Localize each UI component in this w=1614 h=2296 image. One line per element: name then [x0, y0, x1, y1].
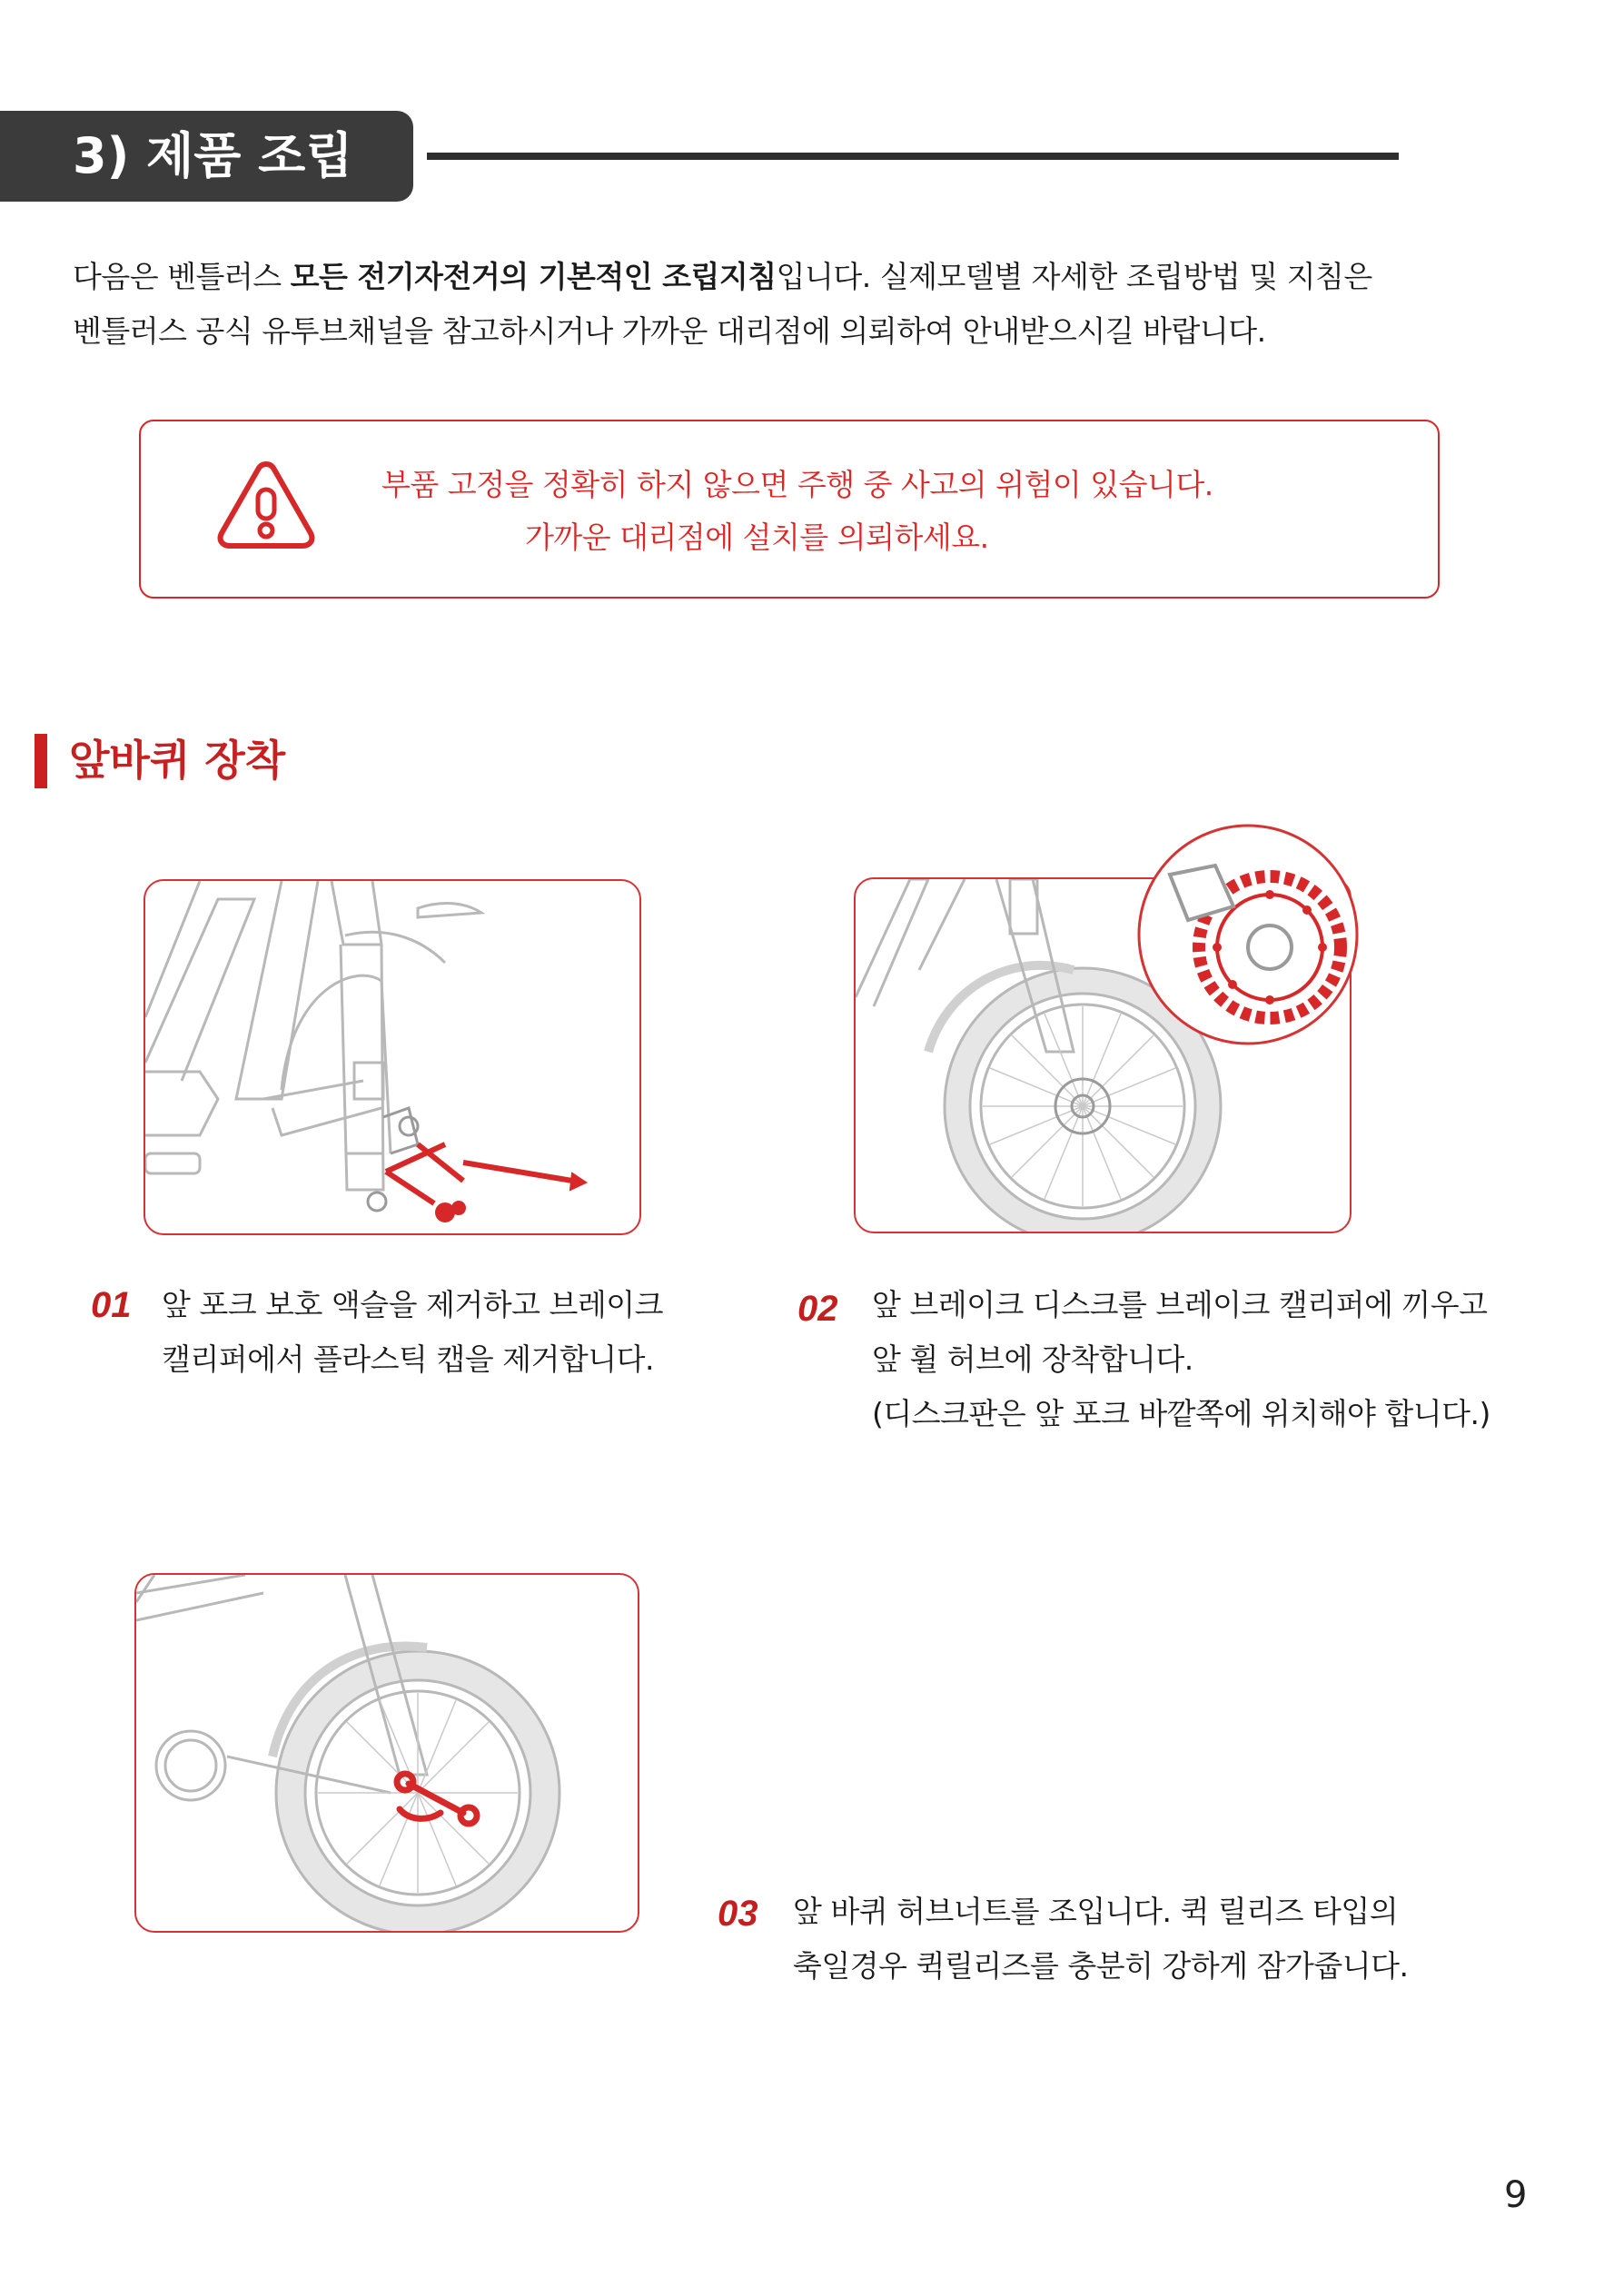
warning-box [139, 420, 1440, 599]
warning-line-2: 가까운 대리점에 설치를 의뢰하세요. [525, 520, 989, 555]
intro-line-2: 벤틀러스 공식 유투브채널을 참고하시거나 가까운 대리점에 의뢰하여 안내받으시길 바랍니다. [73, 313, 1266, 349]
section-title: 3) 제품 조립 [73, 127, 353, 184]
step-2-line-3: (디스크판은 앞 포크 바깥쪽에 위치해야 합니다.) [872, 1396, 1490, 1431]
intro-text-bold: 모든 전기자전거의 기본적인 조립지침 [290, 259, 777, 294]
warning-triangle-icon [216, 459, 316, 549]
step-3-line-1: 앞 바퀴 허브너트를 조입니다. 퀵 릴리즈 타입의 [793, 1894, 1399, 1929]
section-divider [427, 153, 1399, 160]
intro-line-1 [73, 256, 1372, 298]
figure-step-1 [144, 879, 641, 1235]
page-number: 9 [1504, 2174, 1528, 2216]
intro-text-pre: 다음은 벤틀러스 [73, 259, 291, 294]
step-number: 03 [718, 1894, 758, 1934]
step-2-line-2: 앞 휠 허브에 장착합니다. [872, 1341, 1193, 1377]
step-2-line-1: 앞 브레이크 디스크를 브레이크 캘리퍼에 끼우고 [872, 1287, 1488, 1322]
step-number: 01 [91, 1285, 132, 1325]
step-1-line-2: 캘리퍼에서 플라스틱 캡을 제거합니다. [162, 1341, 655, 1377]
hub-nut-wrench-illustration [136, 1575, 638, 1931]
fork-axle-illustration [145, 881, 639, 1233]
step-number: 02 [797, 1289, 838, 1329]
step-1-line-1: 앞 포크 보호 액슬을 제거하고 브레이크 [162, 1287, 663, 1322]
brake-disc-zoom-callout [1134, 820, 1362, 1049]
figure-step-3 [134, 1573, 639, 1933]
step-3-line-2: 축일경우 퀵릴리즈를 충분히 강하게 잠가줍니다. [793, 1948, 1409, 1984]
subsection-marker [35, 734, 47, 788]
intro-text-post: 입니다. 실제모델별 자세한 조립방법 및 지침은 [776, 259, 1372, 294]
subsection-title: 앞바퀴 장착 [69, 736, 286, 785]
warning-line-1: 부품 고정을 정확히 하지 않으면 주행 중 사고의 위험이 있습니다. [381, 467, 1213, 502]
